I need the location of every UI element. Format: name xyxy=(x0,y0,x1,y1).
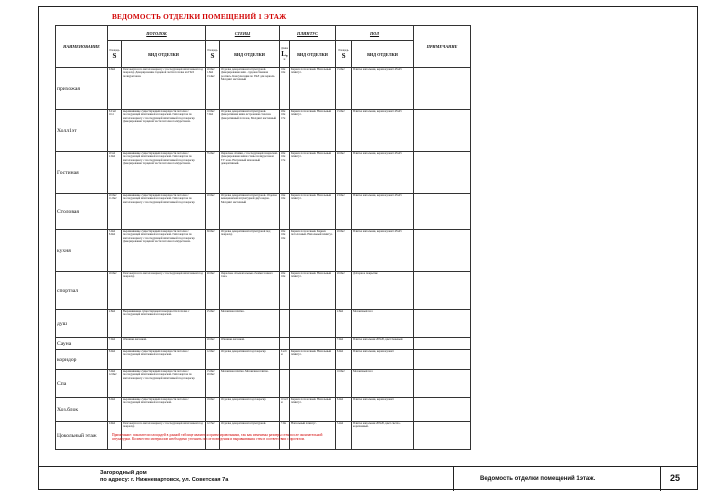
room-name: прихожая xyxy=(56,68,108,110)
cell-s: Карниз потолочный. Напольный плинтус. xyxy=(290,194,336,230)
cell-note xyxy=(414,194,471,230)
cell-c: выравнивание существующей поверхности потолка с последующей шпатлевкой и покраской. Гипсокартон по металлокаркасу с последующей шпатлевкой под покраску. Декорирование торцевой части потолка полиуретаном. xyxy=(122,152,206,194)
cell-w-area: 20.0м2 1.8м2 13.4м2 xyxy=(206,68,220,110)
table-row xyxy=(56,272,471,310)
cell-c-area: 5.0м2 8.0м2 xyxy=(108,230,122,272)
cell-s: Карниз потолочный. Напольный плинтус. xyxy=(290,398,336,422)
cell-s: Карниз потолочный. Напольный плинтус. xyxy=(290,152,336,194)
cell-f-area: 15.0м2 xyxy=(336,68,352,110)
cell-c: Гипсокартон по металлокаркасу с последующей шпатлевкой под покраску. xyxy=(122,422,206,450)
cell-w-area: 60.0м2 xyxy=(206,230,220,272)
cell-f-area: 8.0м2 xyxy=(336,398,352,422)
page-number: 25 xyxy=(670,473,681,483)
cell-note xyxy=(414,68,471,110)
cell-w: Мозаичная плитка. xyxy=(220,310,280,338)
cell-c-area: 20 м2 2.0м2 xyxy=(108,152,122,194)
cell-s: Карниз потолочный. Напольный плинтус. xyxy=(290,272,336,310)
room-name: Гостиная xyxy=(56,152,108,194)
room-name: Столовая xyxy=(56,194,108,230)
cell-s-len: 10м 10м xyxy=(280,68,290,110)
cell-f: Плитка напольная, керамогранит xyxy=(352,350,414,370)
cell-note xyxy=(414,152,471,194)
table-row xyxy=(56,338,471,350)
sheet-title: Ведомость отделки помещений 1этаж. xyxy=(480,476,596,482)
cell-w: Отделка декоративной штукатуркой. Отделка венецианской штукатуркой двух видов. Молдинг настенный xyxy=(220,194,280,230)
table-row xyxy=(56,110,471,152)
cell-note xyxy=(414,230,471,272)
cell-s-len: 16м 10м xyxy=(280,194,290,230)
header-walls: СТЕНЫ xyxy=(206,26,280,41)
cell-c: выравнивание существующей поверхности потолка с последующей шпатлевкой и покраской. xyxy=(122,350,206,370)
cell-c-area: 20.0м2 xyxy=(108,272,122,310)
cell-f: Мозаичный пол xyxy=(352,310,414,338)
room-name: душ xyxy=(56,310,108,338)
cell-f-area: 40.0м2 xyxy=(336,152,352,194)
page-title: ВЕДОМОСТЬ ОТДЕЛКИ ПОМЕЩЕНИЙ 1 ЭТАЖ xyxy=(112,13,287,21)
cell-f-area: 20.0м2 xyxy=(336,272,352,310)
cell-note xyxy=(414,110,471,152)
cell-w-area: 12.7м2 xyxy=(206,422,220,450)
cell-f: Плитка напольная, керамогранит 45х45 xyxy=(352,68,414,110)
header-ceiling: ПОТОЛОК xyxy=(108,26,206,41)
table-row xyxy=(56,310,471,338)
cell-s-len: 20м 10м 17м xyxy=(280,152,290,194)
cell-w: Отделка декоративной штукатуркой. Декоративная ниша встроенная стеклом. Декоративный потолок, Молдинг настенный xyxy=(220,110,280,152)
room-name: Сауна xyxy=(56,338,108,350)
cell-c: выравнивание существующей поверхности потолка с последующей шпатлевкой и покраской. Гипсокартон по металлокаркасу с последующей шпатлевкой под покраску. xyxy=(122,370,206,398)
cell-w: Отделка декоративной под покраску. xyxy=(220,398,280,422)
cell-c: Гипсокартон по металлокаркасу с последующей шпатлевкой под покраску. Декорирование торцевой части потолка из ГКЛ полиуретаном. xyxy=(122,68,206,110)
cell-w-area: 10.0м2 7.0м2 xyxy=(206,110,220,152)
table-row xyxy=(56,370,471,398)
cell-s: Карниз потолочный. Напольный плинтус. xyxy=(290,350,336,370)
cell-c: выравнивание существующей поверхности потолка с последующей шпатлевкой и покраской. Гипсокартон по металлокаркасу с последующей шпатлевкой под покраску. Декорирование торцевой части потолка полиуретаном. xyxy=(122,110,206,152)
header-floor: ПОЛ xyxy=(336,26,414,41)
cell-s-len: 10 м 8 м xyxy=(280,398,290,422)
cell-f: Плитка напольная, керамогранит 45х45 xyxy=(352,152,414,194)
cell-s-len: 20м 10м 17м xyxy=(280,110,290,152)
header-note: ПРИМЕЧАНИЕ xyxy=(414,26,471,68)
cell-c-area: 2.8м2 xyxy=(108,310,122,338)
cell-note xyxy=(414,422,471,450)
cell-w: Отделка декоративной под покраску. xyxy=(220,350,280,370)
cell-w: Отделка декоративной штукатуркой под покраску. xyxy=(220,230,280,272)
table-row xyxy=(56,230,471,272)
room-name: кухня xyxy=(56,230,108,272)
cell-note xyxy=(414,338,471,350)
cell-c-area: 3.0м2 12.0м2 xyxy=(108,370,122,398)
cell-f-area: 10.0м2 xyxy=(336,370,352,398)
title-block xyxy=(38,466,698,491)
cell-c-area: 20.0м2 11.0м2 xyxy=(108,194,122,230)
header-room: НАИМЕНОВАНИЕ xyxy=(56,26,108,68)
cell-f-area: 2.8м2 xyxy=(336,310,352,338)
table-row xyxy=(56,194,471,230)
address-line-2: по адресу: г. Нижневартовск, ул. Советская 7а xyxy=(100,477,229,483)
header-ceiling-area: Площадь S xyxy=(108,41,122,68)
cell-w: Окрасные обойки, с последующей покраской. Декорирование ниши стены полиуретаном TV зона. Настенный шпоновый декоративный. xyxy=(220,152,280,194)
cell-f: Плитка напольная, керамогранит xyxy=(352,398,414,422)
cell-c-area: 9.6м2 xyxy=(108,68,122,110)
cell-s-len: 6 м 6 м xyxy=(280,350,290,370)
footnote: Примечание: показатели площадей в данной таблице являются ориентировочными, так как изменены размеры стен после окончательной штукатурки. Количество материалов необходимо уточнять после возведения и выравнивания стен в соответствии с проектом. xyxy=(112,433,323,442)
cell-s-len: 20м 10м 10м xyxy=(280,230,290,272)
table-row xyxy=(56,152,471,194)
cell-c: выравнивание существующей поверхности потолка с последующей шпатлевкой и покраской. Гипсокартон по металлокаркасу с последующей шпатлевкой под покраску. Декорирование торцевой части потолка полиуретаном. xyxy=(122,230,206,272)
cell-f: Плитка напольная 20Х20, цвет бежевый xyxy=(352,338,414,350)
cell-s: Карниз потолочный. Карниз потолочный. Напольный плинтус. xyxy=(290,230,336,272)
cell-w: Отделка декоративной штукатуркой. xyxy=(220,422,280,450)
cell-w: Мозаичная плитка. Мозаичная плитка. xyxy=(220,370,280,398)
room-name: коридор xyxy=(56,350,108,370)
cell-c-area: 8.0 м2 10.4 xyxy=(108,110,122,152)
cell-s xyxy=(290,310,336,338)
cell-w-area: 40.0м2 xyxy=(206,272,220,310)
cell-c-area: 0.9м2 xyxy=(108,422,122,450)
room-name: Цокольный этаж xyxy=(56,422,108,450)
cell-f-area: 15.0м2 xyxy=(336,110,352,152)
address-line-1: Загородный дом xyxy=(100,470,147,476)
cell-w-area: 12.0м2 xyxy=(206,350,220,370)
cell-w-area: 20.0м2 xyxy=(206,338,220,350)
room-name: Холл1эт xyxy=(56,110,108,152)
cell-note xyxy=(414,370,471,398)
cell-s xyxy=(290,370,336,398)
cell-w-area: 18.0м2 xyxy=(206,398,220,422)
cell-c-area: 7.0м2 xyxy=(108,338,122,350)
header-ceiling-finish: ВИД ОТДЕЛКИ xyxy=(122,41,206,68)
room-name: Хоз.блок xyxy=(56,398,108,422)
header-skirting-finish: ВИД ОТДЕЛКИ xyxy=(290,41,336,68)
cell-c-area: 8.0м2 xyxy=(108,350,122,370)
cell-w-area: 20.0м2 xyxy=(206,194,220,230)
cell-s-len xyxy=(280,338,290,350)
cell-f: Мозаичный пол xyxy=(352,370,414,398)
cell-f: Плитка напольная, керамогранит 45х45 xyxy=(352,230,414,272)
cell-f-area: 7.0м2 xyxy=(336,338,352,350)
cell-note xyxy=(414,310,471,338)
cell-w-area: 15.0м2 20.0м2 xyxy=(206,370,220,398)
cell-note xyxy=(414,272,471,310)
table-row xyxy=(56,350,471,370)
cell-c: выравнивание существующей поверхности потолка с последующей шпатлевкой и покраской. Гипсокартон по металлокаркасу с последующей шпатлевкой под покраску. xyxy=(122,194,206,230)
room-name: спортзал xyxy=(56,272,108,310)
page-divider xyxy=(660,467,661,491)
cell-c: выравнивание существующей поверхности потолка с последующей шпатлевкой и покраской. xyxy=(122,398,206,422)
header-skirting: ПЛИНТУС xyxy=(280,26,336,41)
project-address xyxy=(100,470,228,484)
cell-s: Карниз потолочный. Напольный плинтус. xyxy=(290,110,336,152)
header-floor-area: Площадь S xyxy=(336,41,352,68)
title-divider xyxy=(453,467,454,491)
cell-f: Плитка напольная 20Х20, цвет светло-коричневый. xyxy=(352,422,414,450)
cell-c: Гипсокартон по металлокаркасу с последующей шпатлевкой под покраску. xyxy=(122,272,206,310)
cell-w-area: 35.0м2 xyxy=(206,152,220,194)
cell-s-len: 7.0м xyxy=(280,422,290,450)
cell-f: Плитка напольная, керамогранит 45х45 xyxy=(352,110,414,152)
cell-w-area: 25.0м2 xyxy=(206,310,220,338)
cell-f-area: 23.0м2 xyxy=(336,194,352,230)
cell-c: Выравнивание существующей поверхности потолка с последующей шпатлевкой и покраской. xyxy=(122,310,206,338)
cell-c-area: 8.0м2 xyxy=(108,398,122,422)
cell-s-len xyxy=(280,310,290,338)
cell-f-area: 5.2м2 xyxy=(336,422,352,450)
header-floor-finish: ВИД ОТДЕЛКИ xyxy=(352,41,414,68)
cell-f-area: 8.0м2 xyxy=(336,350,352,370)
room-name: Спа xyxy=(56,370,108,398)
cell-w: Окрасные обоенапольные обоями тонкого тона. xyxy=(220,272,280,310)
cell-s xyxy=(290,338,336,350)
cell-f-area: 20.0м2 xyxy=(336,230,352,272)
cell-s-len: 20м 10м xyxy=(280,272,290,310)
cell-note xyxy=(414,398,471,422)
table-row xyxy=(56,398,471,422)
cell-c: Обшивка вагонкой. xyxy=(122,338,206,350)
cell-note xyxy=(414,350,471,370)
cell-s-len xyxy=(280,370,290,398)
header-walls-area: Площадь S xyxy=(206,41,220,68)
cell-f: Плитка напольная, керамогранит 45х45 xyxy=(352,194,414,230)
header-walls-finish: ВИД ОТДЕЛКИ xyxy=(220,41,280,68)
cell-s: Карниз потолочный. Напольный плинтус. xyxy=(290,68,336,110)
cell-w: Обшивка вагонкой. xyxy=(220,338,280,350)
table-row xyxy=(56,68,471,110)
header-skirting-length: Длина L, м xyxy=(280,41,290,68)
cell-f: Доборное покрытие xyxy=(352,272,414,310)
finish-schedule-table xyxy=(55,25,471,450)
cell-w: Отделка декоративной штукатуркой. Декорирование ниш - художественная роспись. Консультация по ГКЛ для зеркала. Молдинг настенный xyxy=(220,68,280,110)
cell-s: Напольный плинтус. xyxy=(290,422,336,450)
